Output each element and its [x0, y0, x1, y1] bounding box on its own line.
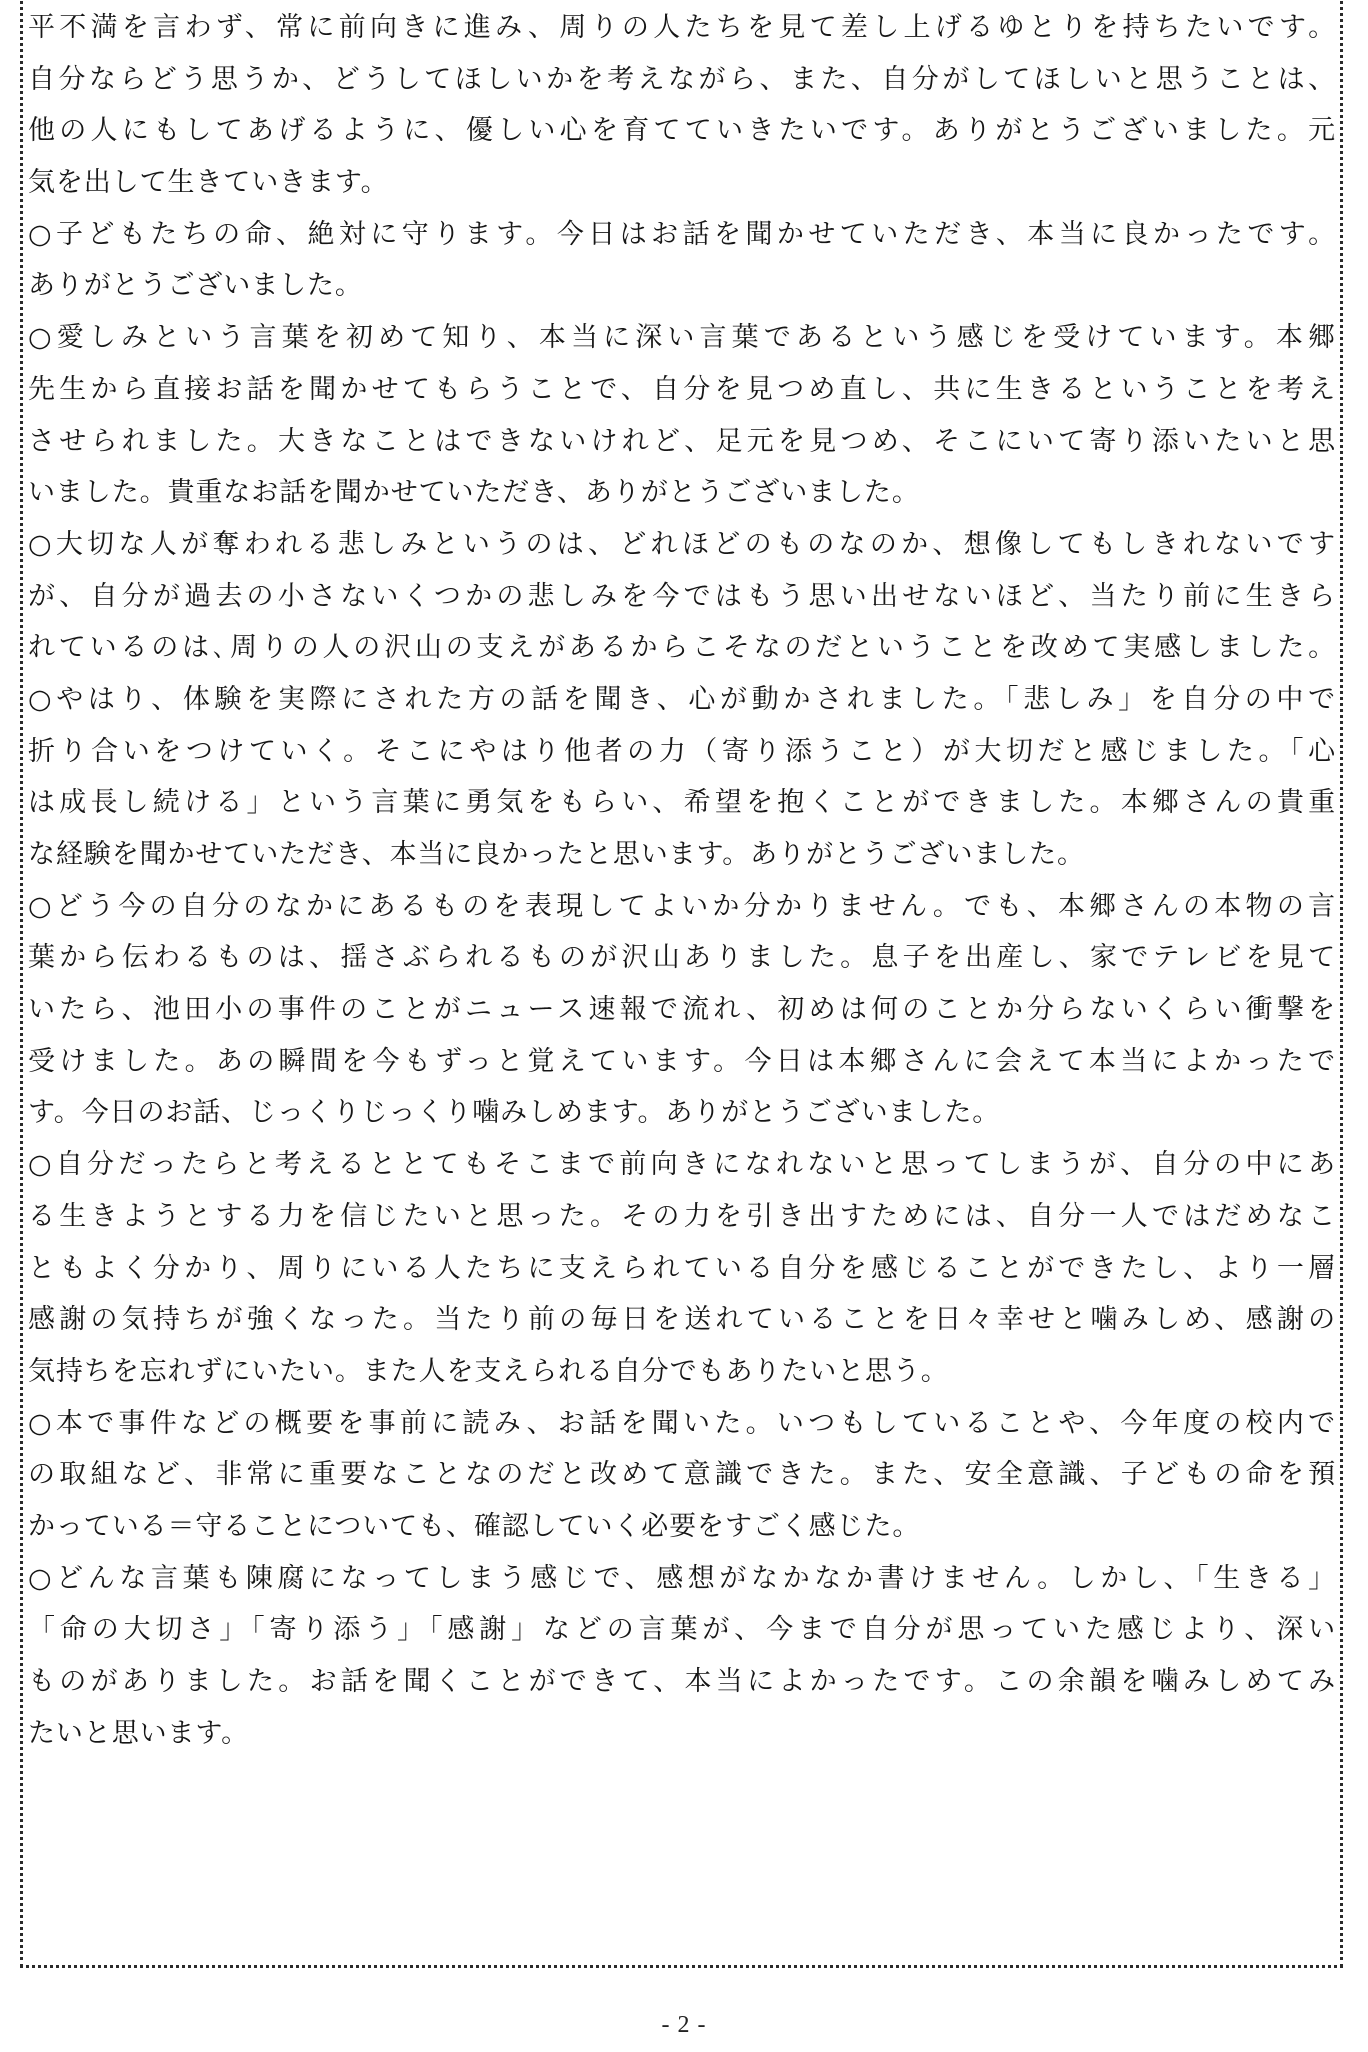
text-line: 受けました。あの瞬間を今もずっと覚えています。今日は本郷さんに会えて本当によかったで — [28, 1045, 1336, 1077]
text-line: 平不満を言わず、常に前向きに進み、周りの人たちを見て差し上げるゆとりを持ちたいです。 — [28, 12, 1336, 43]
text-line: させられました。大きなことはできないけれど、足元を見つめ、そこにいて寄り添いたいと思 — [28, 425, 1336, 457]
text-line: な経験を聞かせていただき、本当に良かったと思います。ありがとうございました。 — [28, 839, 1085, 870]
text-line: ○やはり、体験を実際にされた方の話を聞き、心が動かされました。「悲しみ」を自分の中で — [28, 683, 1336, 715]
text-line: ○どう今の自分のなかにあるものを表現してよいか分かりません。でも、本郷さんの本物の言 — [28, 890, 1336, 922]
ruby-base: 愛 — [56, 322, 85, 354]
text-line: す。今日のお話、じっくりじっくり噛みしめます。ありがとうございました。 — [28, 1097, 1001, 1129]
page-number: - 2 - — [661, 2012, 707, 2038]
text-line: 気を出して生きていきます。 — [28, 167, 389, 199]
text-line: ○本で事件などの概要を事前に読み、お話を聞いた。いつもしていることや、今年度の校内で — [28, 1407, 1336, 1439]
text-line: ○自分だったらと考えるととてもそこまで前向きになれないと思ってしまうが、自分の中にあ — [28, 1149, 1336, 1181]
text-line: 先生から直接お話を聞かせてもらうことで、自分を見つめ直し、共に生きるということを考え — [28, 373, 1336, 405]
ruby-line-rest: しみという言葉を初めて知り、本当に深い言葉であるという感じを受けています。本郷 — [84, 322, 1336, 354]
text-line: 気持ちを忘れずにいたい。また人を支えられる自分でもありたいと思う。 — [28, 1355, 949, 1387]
text-line: ものがありました。お話を聞くことができて、本当によかったです。この余韻を噛みしめてみ — [28, 1666, 1336, 1697]
text-line: 折り合いをつけていく。そこにやはり他者の力（寄り添うこと）が大切だと感じました。「心 — [28, 735, 1336, 767]
text-line: れているのは､周りの人の沢山の支えがあるからこそなのだということを改めて実感しました。 — [28, 632, 1336, 664]
text-line: が、自分が過去の小さないくつかの悲しみを今ではもう思い出せないほど、当たり前に生きら — [28, 580, 1336, 612]
text-line: る生きようとする力を信じたいと思った。その力を引き出すためには、自分一人ではだめなこ — [28, 1200, 1336, 1232]
text-line: 「命の大切さ」「寄り添う」「感謝」などの言葉が、今まで自分が思っていた感じより、深い — [28, 1614, 1336, 1646]
comment-text-block — [28, 2, 1336, 1759]
text-line: 葉から伝わるものは、揺さぶられるものが沢山ありました。息子を出産し、家でテレビを見て — [28, 942, 1336, 974]
text-line: の取組など、非常に重要なことなのだと改めて意識できた。また、安全意識、子どもの命を預 — [28, 1459, 1336, 1491]
text-line: 感謝の気持ちが強くなった。当たり前の毎日を送れていることを日々幸せと噛みしめ、感謝の — [28, 1304, 1336, 1336]
text-line: ○大切な人が奪われる悲しみというのは、どれほどのものなのか、想像してもしきれないです — [28, 528, 1336, 560]
bullet-circle: ○ — [28, 322, 57, 354]
text-line: 自分ならどう思うか、どうしてほしいかを考えながら、また、自分がしてほしいと思うことは、 — [28, 63, 1336, 95]
text-line: かっている＝守ることについても、確認していく必要をすごく感じた。 — [28, 1510, 921, 1542]
ruby-word — [57, 312, 85, 364]
text-line: 他の人にもしてあげるように、優しい心を育てていきたいです。ありがとうございました。元 — [28, 115, 1336, 147]
text-line: ○子どもたちの命、絶対に守ります。今日はお話を聞かせていただき、本当に良かったです。 — [28, 218, 1336, 250]
text-line-with-ruby — [28, 312, 1336, 364]
text-line: いたら、池田小の事件のことがニュース速報で流れ、初めは何のことか分らないくらい衝撃を — [28, 994, 1336, 1026]
text-line: ありがとうございました。 — [28, 270, 363, 302]
text-line: ○どんな言葉も陳腐になってしまう感じで、感想がなかなか書けません。しかし、「生きる」 — [28, 1562, 1336, 1594]
text-line: ともよく分かり、周りにいる人たちに支えられている自分を感じることができたし、より一層 — [28, 1252, 1336, 1284]
text-line: いました。貴重なお話を聞かせていただき、ありがとうございました。 — [28, 477, 920, 509]
text-line: は成長し続ける」という言葉に勇気をもらい、希望を抱くことができました。本郷さんの貴重 — [28, 787, 1336, 819]
text-line: たいと思います。 — [28, 1717, 250, 1749]
